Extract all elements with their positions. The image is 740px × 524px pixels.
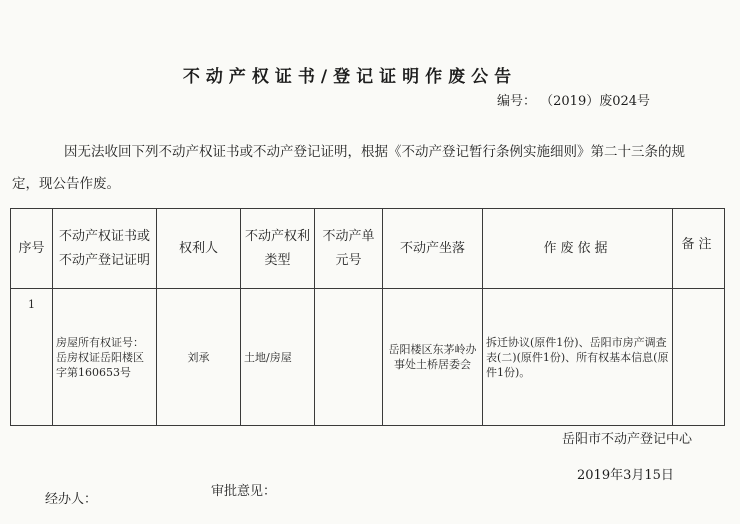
notice-paragraph-line-1: 因无法收回下列不动产权证书或不动产登记证明，根据《不动产登记暂行条例实施细则》第二十三条的规 <box>64 144 685 160</box>
notice-paragraph-line-2: 定，现公告作废。 <box>12 176 120 192</box>
cell-remarks <box>673 289 725 426</box>
document-number: 编号： （2019）废024号 <box>497 94 651 109</box>
table-header-row <box>11 209 725 289</box>
notice-title: 不动产权证书/登记证明作废公告 <box>182 67 518 87</box>
approval-label: 审批意见： <box>211 484 277 499</box>
cell-right-type: 土地/房屋 <box>241 289 315 426</box>
header-basis: 作废依据 <box>483 209 673 289</box>
header-right-type: 不动产权利类型 <box>241 209 315 289</box>
table-row <box>11 289 725 426</box>
header-unit-no: 不动产单元号 <box>315 209 383 289</box>
header-holder: 权利人 <box>157 209 241 289</box>
header-location: 不动产坐落 <box>383 209 483 289</box>
cell-unit-no <box>315 289 383 426</box>
cell-basis: 拆迁协议(原件1份)、岳阳市房产调查表(二)(原件1份)、所有权基本信息(原件1份)。 <box>483 289 673 426</box>
header-seq: 序号 <box>11 209 53 289</box>
header-certificate: 不动产权证书或不动产登记证明 <box>53 209 157 289</box>
issue-date: 2019年3月15日 <box>577 468 674 483</box>
void-certificate-table <box>10 208 725 426</box>
header-remarks: 备注 <box>673 209 725 289</box>
cell-holder: 刘承 <box>157 289 241 426</box>
cell-certificate: 房屋所有权证号：岳房权证岳阳楼区字第160653号 <box>53 289 157 426</box>
handler-label: 经办人： <box>45 492 98 507</box>
issuing-agency: 岳阳市不动产登记中心 <box>562 432 693 447</box>
cell-location: 岳阳楼区东茅岭办事处土桥居委会 <box>383 289 483 426</box>
cell-seq: 1 <box>11 289 53 426</box>
